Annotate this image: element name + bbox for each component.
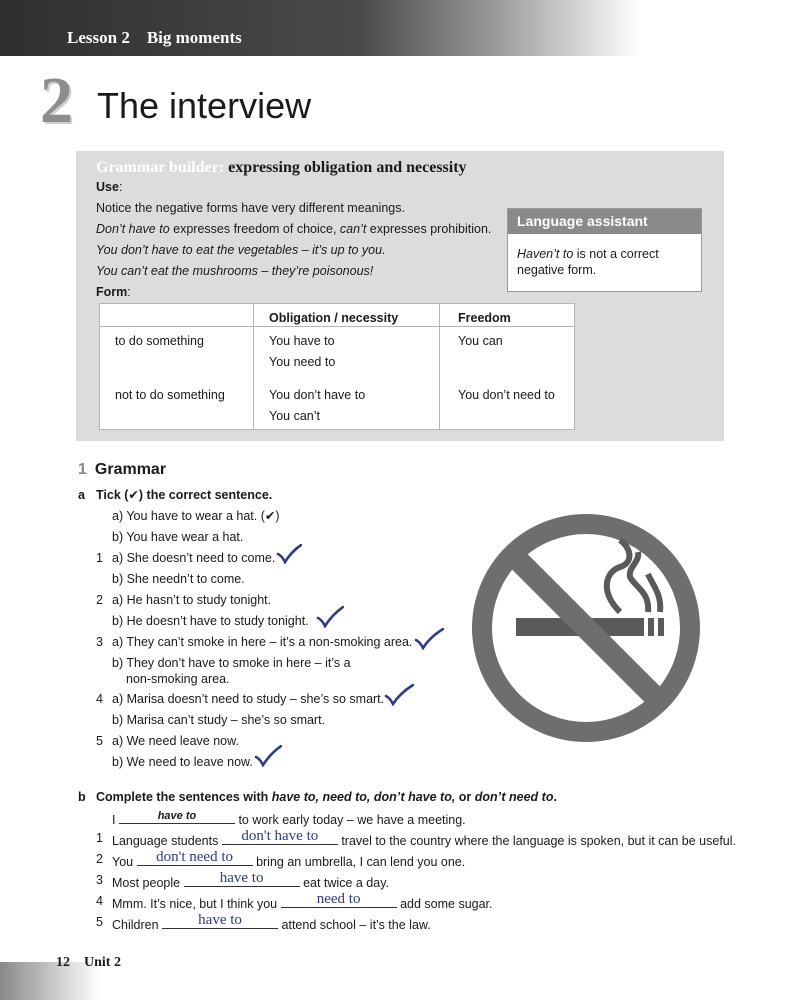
handwritten-answer: need to — [316, 891, 361, 907]
example-option-b: b) You have wear a hat. — [112, 530, 244, 544]
answer-blank[interactable] — [281, 891, 397, 908]
fill-in-sentence: Language students don't have to travel to the country where the language is spoken, but it can be useful. — [112, 828, 737, 848]
use-line-1: Notice the negative forms have very different meanings. — [96, 201, 405, 215]
handwritten-tick-icon — [384, 684, 414, 706]
example-option-a: a) You have to wear a hat. (✔) — [112, 509, 280, 523]
item-number: 4 — [96, 894, 103, 908]
use-heading: Use: — [96, 180, 123, 194]
item-number: 4 — [96, 692, 103, 706]
exercise-heading — [78, 461, 166, 479]
item-number: 5 — [96, 915, 103, 929]
lesson-header-text — [67, 28, 242, 48]
answer-blank[interactable] — [184, 870, 300, 887]
handwritten-answer: have to — [219, 870, 264, 886]
example-sentence-2: You can’t eat the mushrooms – they’re poisonous! — [96, 264, 374, 278]
fill-in-sentence: Children have to attend school – it’s the law. — [112, 912, 431, 932]
example-answer: have to — [157, 810, 197, 822]
fill-in-sentence: Mmm. It’s nice, but I think you need to add some sugar. — [112, 891, 493, 911]
language-assistant-title: Language assistant — [508, 209, 701, 234]
unit-label: Unit 2 — [84, 955, 121, 970]
handwritten-tick-icon — [316, 606, 344, 628]
fill-in-sentence: Most people have to eat twice a day. — [112, 870, 390, 890]
handwritten-answer: have to — [198, 912, 242, 928]
page-number: 12 — [56, 955, 70, 970]
table-cell: You have to — [269, 334, 335, 348]
footer-text — [56, 955, 121, 971]
option-a[interactable]: a) They can’t smoke in here – it’s a non-smoking area. — [112, 635, 413, 649]
item-number: 3 — [96, 873, 103, 887]
lesson-label: Lesson 2 — [67, 28, 130, 47]
lesson-number: 2 — [40, 64, 73, 137]
table-cell: You can — [458, 334, 503, 348]
table-row-label: to do something — [115, 334, 204, 348]
option-b[interactable]: b) We need to leave now. — [112, 755, 253, 769]
grammar-builder-title — [96, 159, 467, 177]
form-table — [99, 303, 575, 430]
answer-blank[interactable] — [119, 811, 235, 824]
table-header-freedom: Freedom — [458, 311, 511, 325]
option-a[interactable]: a) She doesn’t need to come. — [112, 551, 276, 565]
handwritten-tick-icon — [414, 628, 444, 650]
answer-blank[interactable] — [137, 849, 253, 866]
handwritten-answer: don't need to — [156, 849, 233, 865]
option-b[interactable]: b) She needn’t to come. — [112, 572, 245, 586]
answer-blank[interactable] — [162, 912, 278, 929]
handwritten-tick-icon — [254, 745, 282, 767]
form-heading: Form: — [96, 285, 131, 299]
table-header-obligation: Obligation / necessity — [269, 311, 399, 325]
part-b-example: I have to to work early today – we have a meeting. — [112, 810, 466, 827]
use-line-2: Don’t have to expresses freedom of choice, can’t expresses prohibition. — [96, 222, 492, 236]
table-cell: You can’t — [269, 409, 320, 423]
option-b[interactable]: b) Marisa can’t study – she’s so smart. — [112, 713, 326, 727]
item-number: 1 — [96, 831, 103, 845]
table-cell: You don’t need to — [458, 388, 555, 402]
option-b-continued: non-smoking area. — [126, 672, 230, 686]
grammar-builder-subtitle: expressing obligation and necessity — [228, 159, 467, 176]
handwritten-tick-icon — [276, 544, 302, 564]
handwritten-answer: don't have to — [241, 828, 319, 844]
option-b[interactable]: b) They don’t have to smoke in here – it’s a — [112, 656, 351, 670]
grammar-builder-label: Grammar builder: — [96, 159, 225, 176]
language-assistant-body: Haven’t to is not a correct negative form. — [517, 247, 659, 277]
option-a[interactable]: a) He hasn’t to study tonight. — [112, 593, 272, 607]
item-number: 1 — [96, 551, 103, 565]
item-number: 2 — [96, 593, 103, 607]
part-b-letter: b — [78, 790, 86, 804]
table-cell: You need to — [269, 355, 336, 369]
no-smoking-sign-icon — [470, 512, 702, 744]
item-number: 5 — [96, 734, 103, 748]
item-number: 3 — [96, 635, 103, 649]
example-sentence-1: You don’t have to eat the vegetables – it’s up to you. — [96, 243, 386, 257]
part-b-instruction: Complete the sentences with have to, need to, don’t have to, or don’t need to. — [96, 790, 557, 804]
page-title: The interview — [97, 85, 312, 126]
table-cell: You don’t have to — [269, 388, 366, 402]
exercise-title: Grammar — [94, 461, 167, 478]
item-number: 2 — [96, 852, 103, 866]
lesson-theme: Big moments — [146, 28, 242, 47]
exercise-number: 1 — [78, 461, 87, 478]
option-b[interactable]: b) He doesn’t have to study tonight. — [112, 614, 309, 628]
language-assistant-box — [507, 208, 702, 292]
fill-in-sentence: You don't need to bring an umbrella, I can lend you one. — [112, 849, 466, 869]
part-a-letter: a — [78, 488, 85, 502]
part-a-instruction: Tick (✔) the correct sentence. — [96, 488, 273, 502]
answer-blank[interactable] — [222, 828, 338, 845]
option-a[interactable]: a) We need leave now. — [112, 734, 239, 748]
option-a[interactable]: a) Marisa doesn’t need to study – she’s so smart. — [112, 692, 385, 706]
table-row-label: not to do something — [115, 388, 225, 402]
